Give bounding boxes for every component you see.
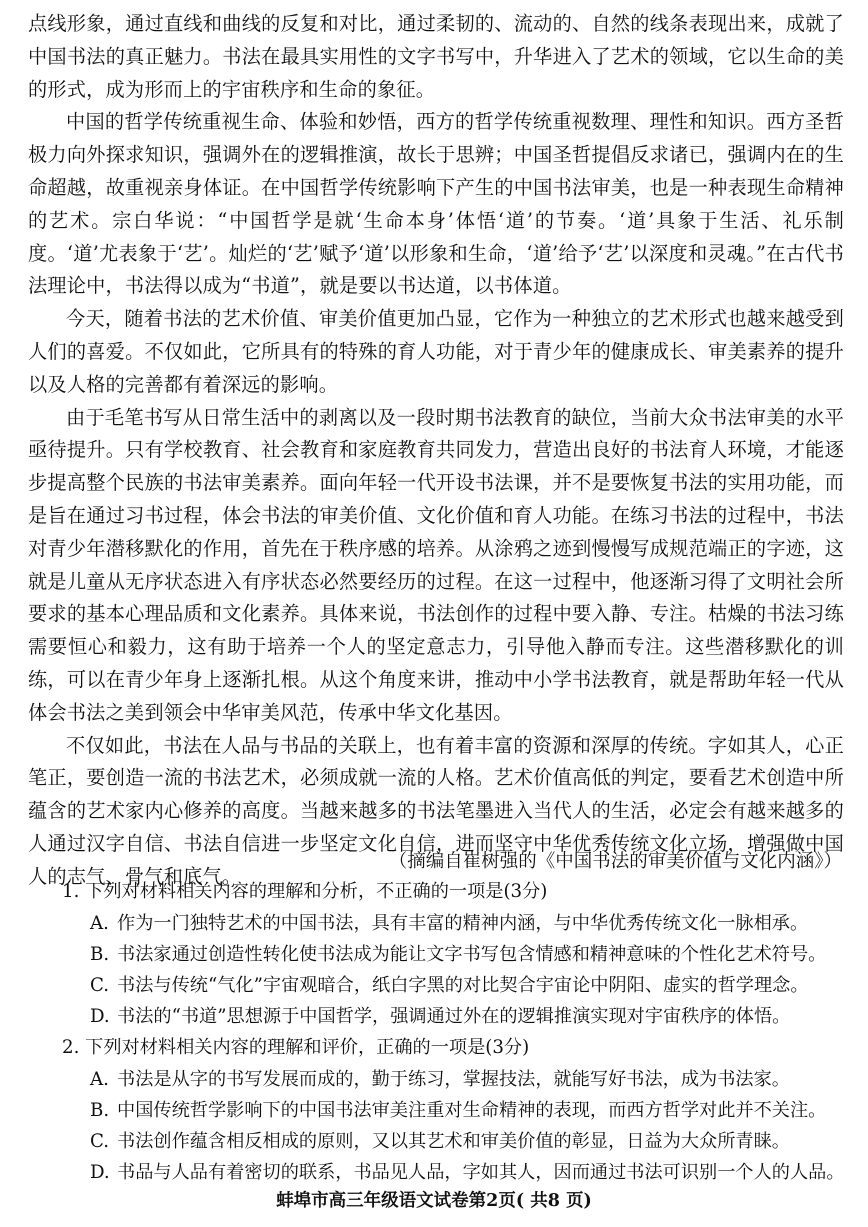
option-text: 作为一门独特艺术的中国书法，具有丰富的精神内涵，与中华优秀传统文化一脉相承。	[117, 913, 809, 934]
option-text: 书法创作蕴含相反相成的原则，又以其艺术和审美价值的彰显，日益为大众所青睐。	[117, 1131, 790, 1152]
question-1-option-a	[90, 910, 808, 938]
option-letter: B.	[90, 1100, 110, 1121]
option-letter: D.	[90, 1006, 110, 1027]
question-2-option-c	[90, 1128, 790, 1156]
question-1-option-b	[90, 941, 826, 969]
question-2-option-b	[90, 1097, 826, 1125]
option-text: 书法的“书道”思想源于中国哲学，强调通过外在的逻辑推演实现对宇宙秩序的体悟。	[117, 1006, 791, 1027]
page-footer: 蚌埠市高三年级语文试卷第2页( 共8 页)	[276, 1191, 592, 1211]
question-1-option-c	[90, 972, 809, 1000]
question-1-option-d	[90, 1003, 790, 1031]
option-text: 书法与传统“气化”宇宙观暗合，纸白字黑的对比契合宇宙论中阴阳、虚实的哲学理念。	[117, 975, 809, 996]
option-letter: A.	[90, 913, 109, 934]
passage-paragraph: 中国的哲学传统重视生命、体验和妙悟，西方的哲学传统重视数理、理性和知识。西方圣哲极力向外探求知识，强调外在的逻辑推演，故长于思辨；中国圣哲提倡反求诸已，强调内在的生命超越，故重视亲身体证。在中国哲学传统影响下产生的中国书法审美，也是一种表现生命精神的艺术。宗白华说：“中国哲学是就‘生命本身’体悟‘道’的节奏。‘道’具象于生活、礼乐制度。‘道’尤表象于‘艺’。灿烂的‘艺’赋予‘道’以形象和生命，‘道’给予‘艺’以深度和灵魂。”在古代书法理论中，书法得以成为“书道”，就是要以书达道，以书体道。	[28, 110, 844, 298]
option-text: 书法是从字的书写发展而成的，勤于练习，掌握技法，就能写好书法，成为书法家。	[117, 1069, 790, 1090]
passage-paragraph: 点线形象，通过直线和曲线的反复和对比，通过柔韧的、流动的、自然的线条表现出来，成就了中国书法的真正魅力。书法在最具实用性的文字书写中，升华进入了艺术的领域，它以生命的美的形式，成为形而上的宇宙秩序和生命的象征。	[28, 12, 844, 101]
passage-paragraph: 由于毛笔书写从日常生活中的剥离以及一段时期书法教育的缺位，当前大众书法审美的水平亟待提升。只有学校教育、社会教育和家庭教育共同发力，营造出良好的书法育人环境，才能逐步提高整个民族的书法审美素养。面向年轻一代开设书法课，并不是要恢复书法的实用功能，而是旨在通过习书过程，体会书法的审美价值、文化价值和育人功能。在练习书法的过程中，书法对青少年潜移默化的作用，首先在于秩序感的培养。从涂鸦之迹到慢慢写成规范端正的字迹，这就是儿童从无序状态进入有序状态必然要经历的过程。在这一过程中，他逐渐习得了文明社会所要求的基本心理品质和文化素养。具体来说，书法创作的过程中要入静、专注。枯燥的书法习练需要恒心和毅力，这有助于培养一个人的坚定意志力，引导他入静而专注。这些潜移默化的训练，可以在青少年身上逐渐扎根。从这个角度来讲，推动中小学书法教育，就是帮助年轻一代从体会书法之美到领会中华审美风范，传承中华文化基因。	[28, 405, 844, 724]
option-letter: C.	[90, 975, 110, 996]
question-2-stem: 2. 下列对材料相关内容的理解和评价，正确的一项是(3分)	[62, 1037, 530, 1058]
passage-paragraph: 不仅如此，书法在人品与书品的关联上，也有着丰富的资源和深厚的传统。字如其人，心正笔正，要创造一流的书法艺术，必须成就一流的人格。艺术价值高低的判定，要看艺术创造中所蕴含的艺术家内心修养的高度。当越来越多的书法笔墨进入当代人的生活，必定会有越来越多的人通过汉字自信、书法自信进一步坚定文化自信，进而坚守中华优秀传统文化立场，增强做中国人的志气、骨气和底气。	[28, 733, 844, 888]
question-2-option-a	[90, 1066, 790, 1094]
passage-paragraph: 今天，随着书法的艺术价值、审美价值更加凸显，它作为一种独立的艺术形式也越来越受到人们的喜爱。不仅如此，它所具有的特殊的育人功能，对于青少年的健康成长、审美素养的提升以及人格的完善都有着深远的影响。	[28, 307, 844, 396]
option-letter: D.	[90, 1162, 110, 1183]
reading-passage	[28, 8, 844, 894]
option-text: 中国传统哲学影响下的中国书法审美注重对生命精神的表现，而西方哲学对此并不关注。	[117, 1100, 827, 1121]
option-letter: A.	[90, 1069, 109, 1090]
source-citation: （摘编自崔树强的《中国书法的审美价值与文化内涵》）	[388, 851, 842, 872]
option-text: 书法家通过创造性转化使书法成为能让文字书写包含情感和精神意味的个性化艺术符号。	[117, 944, 827, 965]
option-letter: B.	[90, 944, 110, 965]
question-2-option-d	[90, 1159, 845, 1187]
question-1-stem: 1. 下列对材料相关内容的理解和分析，不正确的一项是(3分)	[62, 881, 548, 902]
option-text: 书品与人品有着密切的联系，书品见人品，字如其人，因而通过书法可识别一个人的人品。	[117, 1162, 845, 1183]
option-letter: C.	[90, 1131, 110, 1152]
